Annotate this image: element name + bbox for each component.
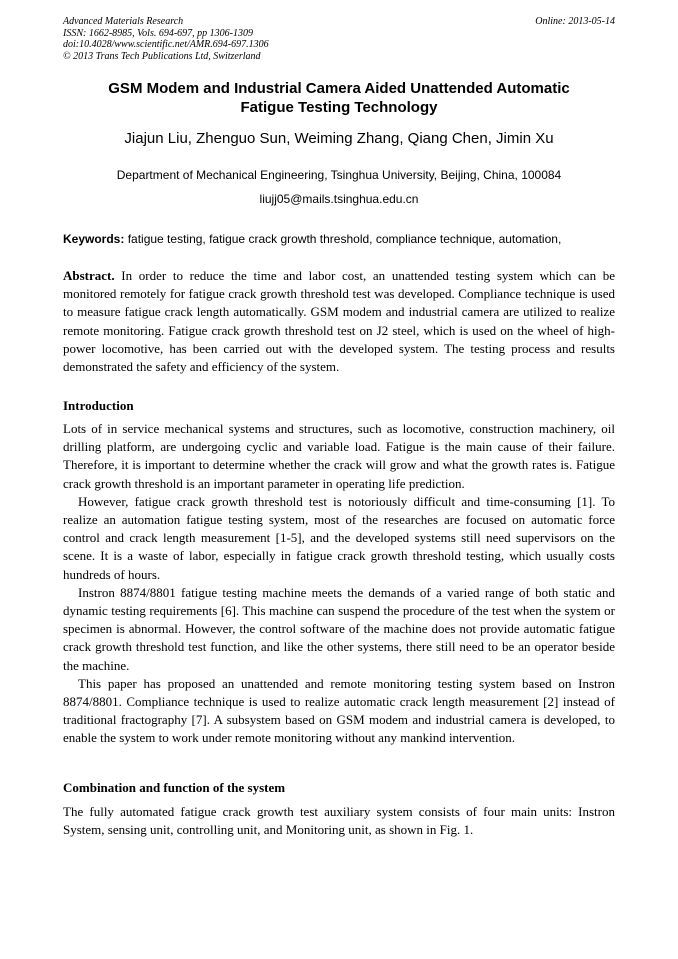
section-heading-combination: Combination and function of the system: [63, 780, 286, 795]
section2-body: [63, 803, 615, 839]
title-line-1: GSM Modem and Industrial Camera Aided Unattended Automatic: [108, 80, 570, 97]
affiliation: Department of Mechanical Engineering, Tsinghua University, Beijing, China, 100084: [116, 168, 562, 182]
keywords-label: Keywords:: [63, 232, 125, 246]
abstract-text: In order to reduce the time and labor cost, an unattended testing system which can be monitored remotely for fatigue crack growth threshold test was developed. Compliance technique is used to measure fatigue crack length automatically. GSM modem and industrial camera are utilized to realize remote monitoring. Fatigue crack growth threshold test on J2 steel, which is used on the wheel of high-power locomotive, has been carried out with the developed system. The testing process and results demonstrated the safety and efficiency of the system.: [63, 268, 615, 375]
paragraph: Instron 8874/8801 fatigue testing machine meets the demands of a varied range of both static and dynamic testing requirements [6]. This machine can suspend the procedure of the test when the system or specimen is abnormal. However, the control software of the machine does not provide automatic fatigue crack growth threshold test function, and like the other systems, there still need to be an operator beside the machine.: [63, 584, 615, 673]
keywords: [63, 232, 623, 246]
paragraph: However, fatigue crack growth threshold test is notoriously difficult and time-consuming [1]. To realize an automation fatigue testing system, most of the researches are focused on automatic force control and crack length measurement [1-5], and the developed systems still need supervisors on the scene. It is a waste of labor, especially in fatigue crack growth threshold testing, which usually costs hundreds of hours.: [63, 493, 615, 582]
introduction-body: [63, 420, 615, 748]
paragraph: Lots of in service mechanical systems and structures, such as locomotive, construction machinery, oil drilling platform, are undergoing cyclic and variable load. Fatigue is the main cause of their failure. Therefore, it is important to determine whether the crack will grow and what the growth rates is. Fatigue crack growth threshold is an important parameter in operating life prediction.: [63, 421, 615, 491]
issn-line: ISSN: 1662-8985, Vols. 694-697, pp 1306-1309: [63, 27, 253, 39]
abstract: [63, 267, 615, 376]
doi-line: doi:10.4028/www.scientific.net/AMR.694-697.1306: [63, 39, 269, 50]
paragraph: This paper has proposed an unattended and remote monitoring testing system based on Instron 8874/8801. Compliance technique is used to realize automatic crack length measurement [2] instead of traditional fractography [7]. A subsystem based on GSM modem and industrial camera is developed, to enable the system to work under remote monitoring without any mankind intervention.: [63, 675, 615, 746]
online-date: Online: 2013-05-14: [535, 16, 615, 27]
journal-name: Advanced Materials Research: [63, 16, 184, 27]
abstract-label: Abstract.: [63, 268, 115, 283]
journal-header: [63, 16, 615, 62]
author-email: liujj05@mails.tsinghua.edu.cn: [259, 192, 419, 206]
section-heading-introduction: Introduction: [63, 398, 134, 413]
paper-title: [63, 79, 615, 117]
keywords-text: fatigue testing, fatigue crack growth threshold, compliance technique, automation,: [124, 232, 562, 246]
paragraph: The fully automated fatigue crack growth test auxiliary system consists of four main units: Instron System, sensing unit, controlling unit, and Monitoring unit, as shown in Fig. 1.: [63, 804, 615, 838]
author-list: Jiajun Liu, Zhenguo Sun, Weiming Zhang, Qiang Chen, Jimin Xu: [124, 130, 554, 147]
copyright-line: © 2013 Trans Tech Publications Ltd, Switzerland: [63, 50, 261, 62]
title-line-2: Fatigue Testing Technology: [240, 99, 438, 116]
